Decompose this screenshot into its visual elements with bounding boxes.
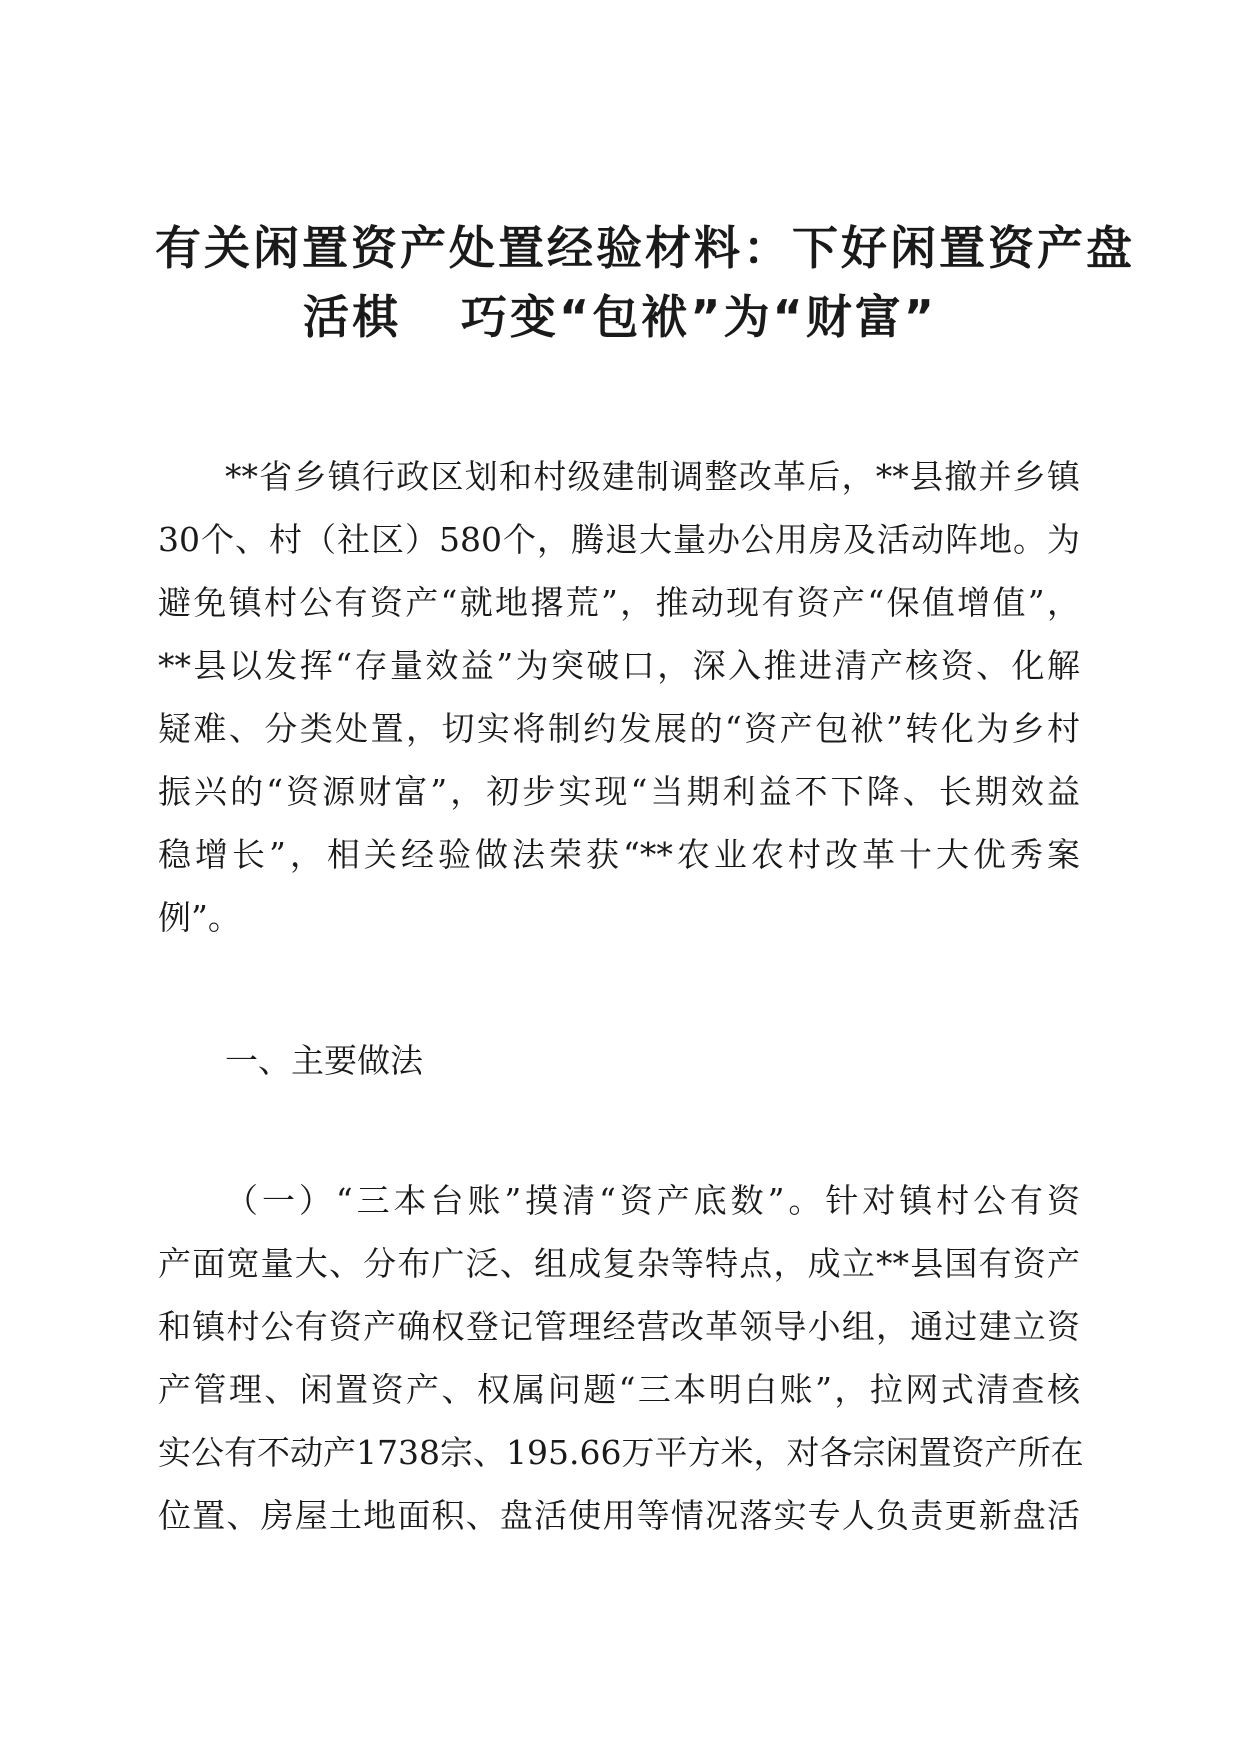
paragraph-2-line-5: 实公有不动产1738宗、195.66万平方米，对各宗闲置资产所在 [158,1433,1084,1472]
paragraph-2-line-4: 产管理、闲置资产、权属问题“三本明白账”，拉网式清查核 [158,1370,1080,1409]
document-title-line-2 [155,289,1085,345]
document-title-line-1: 有关闲置资产处置经验材料：下好闲置资产盘 [155,221,1135,275]
paragraph-1-line-4: **县以发挥“存量效益”为突破口，深入推进清产核资、化解 [158,646,1080,685]
paragraph-1-line-5: 疑难、分类处置，切实将制约发展的“资产包袱”转化为乡村 [158,709,1080,748]
section-1-heading: 一、主要做法 [225,1041,423,1080]
paragraph-1-line-3: 避免镇村公有资产“就地撂荒”，推动现有资产“保值增值”， [158,583,1080,622]
paragraph-2-line-1: （一）“三本台账”摸清“资产底数”。针对镇村公有资 [225,1181,1080,1220]
paragraph-1-line-6: 振兴的“资源财富”，初步实现“当期利益不下降、长期效益 [158,772,1080,811]
paragraph-1-line-8: 例”。 [158,898,241,937]
paragraph-2-line-6: 位置、房屋土地面积、盘活使用等情况落实专人负责更新盘活 [158,1496,1080,1535]
paragraph-1-line-7: 稳增长”，相关经验做法荣获“**农业农村改革十大优秀案 [158,835,1080,874]
paragraph-2-line-3: 和镇村公有资产确权登记管理经营改革领导小组，通过建立资 [158,1307,1080,1346]
paragraph-1-line-2: 30个、村（社区）580个，腾退大量办公用房及活动阵地。为 [158,520,1080,559]
paragraph-1-line-1: **省乡镇行政区划和村级建制调整改革后，**县撤并乡镇 [225,457,1080,496]
paragraph-2-line-2: 产面宽量大、分布广泛、组成复杂等特点，成立**县国有资产 [158,1244,1080,1283]
title-line-2-part-a: 活棋 [303,290,402,344]
title-line-2-part-b: 巧变“包袱”为“财富” [461,290,937,344]
